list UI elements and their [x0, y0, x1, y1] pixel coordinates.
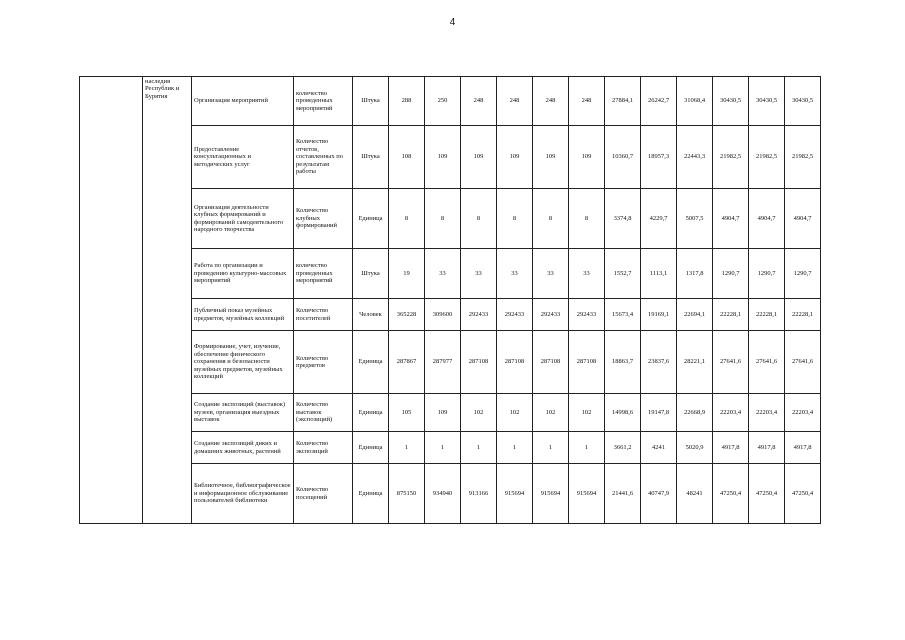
service-name-cell: Организация мероприятий: [192, 77, 294, 126]
volume-value-cell: 292433: [461, 299, 497, 331]
volume-value-cell: 913166: [461, 464, 497, 524]
volume-value-cell: 8: [425, 189, 461, 249]
unit-cell: Единица: [353, 432, 389, 464]
funding-value-cell: 15673,4: [605, 299, 641, 331]
table-row: [80, 331, 821, 394]
indicator-cell: Количество отчетов, составленных по результатам работы: [294, 126, 353, 189]
funding-value-cell: 1317,8: [677, 249, 713, 299]
funding-value-cell: 27884,1: [605, 77, 641, 126]
funding-value-cell: 1552,7: [605, 249, 641, 299]
service-name-cell: Создание экспозиций диких и домашних животных, растений: [192, 432, 294, 464]
funding-value-cell: 4904,7: [713, 189, 749, 249]
funding-value-cell: 5020,9: [677, 432, 713, 464]
page-number: 4: [449, 17, 456, 28]
table-row: [80, 394, 821, 432]
funding-value-cell: 30430,5: [713, 77, 749, 126]
funding-value-cell: 14998,6: [605, 394, 641, 432]
volume-value-cell: 1: [569, 432, 605, 464]
volume-value-cell: 915694: [497, 464, 533, 524]
funding-value-cell: 4917,8: [785, 432, 821, 464]
funding-value-cell: 22228,1: [785, 299, 821, 331]
funding-value-cell: 1113,1: [641, 249, 677, 299]
unit-cell: Единица: [353, 464, 389, 524]
funding-value-cell: 21982,5: [749, 126, 785, 189]
funding-value-cell: 27641,6: [785, 331, 821, 394]
funding-value-cell: 4229,7: [641, 189, 677, 249]
funding-value-cell: 26242,7: [641, 77, 677, 126]
funding-value-cell: 3661,2: [605, 432, 641, 464]
volume-value-cell: 915694: [569, 464, 605, 524]
service-name-cell: Работа по организации и проведению культурно-массовых мероприятий: [192, 249, 294, 299]
funding-value-cell: 5007,5: [677, 189, 713, 249]
volume-value-cell: 292433: [569, 299, 605, 331]
funding-value-cell: 21982,5: [713, 126, 749, 189]
unit-cell: Единица: [353, 189, 389, 249]
funding-value-cell: 22668,9: [677, 394, 713, 432]
volume-value-cell: 8: [533, 189, 569, 249]
table-row: [80, 77, 821, 126]
funding-value-cell: 4904,7: [749, 189, 785, 249]
volume-value-cell: 108: [389, 126, 425, 189]
volume-value-cell: 102: [461, 394, 497, 432]
volume-value-cell: 105: [389, 394, 425, 432]
volume-value-cell: 248: [497, 77, 533, 126]
volume-value-cell: 287108: [461, 331, 497, 394]
funding-value-cell: 18863,7: [605, 331, 641, 394]
volume-value-cell: 1: [497, 432, 533, 464]
volume-value-cell: 8: [461, 189, 497, 249]
funding-value-cell: 30430,5: [785, 77, 821, 126]
unit-cell: Штука: [353, 126, 389, 189]
funding-value-cell: 22228,1: [713, 299, 749, 331]
volume-value-cell: 287108: [533, 331, 569, 394]
volume-value-cell: 365228: [389, 299, 425, 331]
service-name-cell: Публичный показ музейных предметов, музейных коллекций: [192, 299, 294, 331]
volume-value-cell: 248: [461, 77, 497, 126]
funding-value-cell: 47250,4: [713, 464, 749, 524]
volume-value-cell: 102: [533, 394, 569, 432]
funding-value-cell: 4917,8: [749, 432, 785, 464]
funding-value-cell: 40747,9: [641, 464, 677, 524]
funding-value-cell: 4241: [641, 432, 677, 464]
indicator-cell: Количество клубных формирований: [294, 189, 353, 249]
funding-value-cell: 22228,1: [749, 299, 785, 331]
indicator-cell: Количество посетителей: [294, 299, 353, 331]
indicator-cell: Количество посещений: [294, 464, 353, 524]
table-row: [80, 189, 821, 249]
funding-value-cell: 1290,7: [713, 249, 749, 299]
volume-value-cell: 33: [569, 249, 605, 299]
volume-value-cell: 19: [389, 249, 425, 299]
unit-cell: Единица: [353, 394, 389, 432]
volume-value-cell: 248: [569, 77, 605, 126]
service-name-cell: Формирование, учет, изучение, обеспечение физического сохранения и безопасности музейных предметов, музейных коллекций: [192, 331, 294, 394]
volume-value-cell: 287977: [425, 331, 461, 394]
volume-value-cell: 8: [389, 189, 425, 249]
funding-value-cell: 22694,1: [677, 299, 713, 331]
table-row: [80, 299, 821, 331]
volume-value-cell: 109: [425, 394, 461, 432]
unit-cell: Человек: [353, 299, 389, 331]
volume-value-cell: 292433: [497, 299, 533, 331]
volume-value-cell: 33: [425, 249, 461, 299]
funding-value-cell: 27641,6: [713, 331, 749, 394]
volume-value-cell: 250: [425, 77, 461, 126]
funding-value-cell: 31068,4: [677, 77, 713, 126]
volume-value-cell: 287108: [497, 331, 533, 394]
volume-value-cell: 875150: [389, 464, 425, 524]
volume-value-cell: 109: [461, 126, 497, 189]
service-name-cell: Создание экспозиций (выставок) музеев, организация выездных выставок: [192, 394, 294, 432]
table-row: [80, 464, 821, 524]
funding-value-cell: 1290,7: [785, 249, 821, 299]
volume-value-cell: 292433: [533, 299, 569, 331]
volume-value-cell: 8: [497, 189, 533, 249]
volume-value-cell: 102: [497, 394, 533, 432]
service-name-cell: Организация деятельности клубных формирований и формирований самодеятельного народного творчества: [192, 189, 294, 249]
funding-value-cell: 22443,3: [677, 126, 713, 189]
indicator-cell: количество проведенных мероприятий: [294, 77, 353, 126]
institution-cell: наследия Республик и Бурятия: [143, 77, 192, 524]
funding-value-cell: 19147,8: [641, 394, 677, 432]
unit-cell: Единица: [353, 331, 389, 394]
table-row: [80, 249, 821, 299]
volume-value-cell: 287108: [569, 331, 605, 394]
volume-value-cell: 248: [533, 77, 569, 126]
indicator-cell: Количество экспозиций: [294, 432, 353, 464]
volume-value-cell: 33: [533, 249, 569, 299]
funding-value-cell: 1290,7: [749, 249, 785, 299]
funding-value-cell: 28221,1: [677, 331, 713, 394]
services-table: [79, 76, 821, 524]
indicator-cell: Количество предметов: [294, 331, 353, 394]
service-name-cell: Библиотечное, библиографическое и информационное обслуживание пользователей библиотеки: [192, 464, 294, 524]
funding-value-cell: 4917,8: [713, 432, 749, 464]
funding-value-cell: 48241: [677, 464, 713, 524]
indicator-cell: количество проведенных мероприятий: [294, 249, 353, 299]
volume-value-cell: 287867: [389, 331, 425, 394]
volume-value-cell: 109: [533, 126, 569, 189]
funding-value-cell: 47250,4: [749, 464, 785, 524]
funding-value-cell: 22203,4: [713, 394, 749, 432]
funding-value-cell: 3374,8: [605, 189, 641, 249]
volume-value-cell: 109: [425, 126, 461, 189]
funding-value-cell: 23837,6: [641, 331, 677, 394]
volume-value-cell: 33: [461, 249, 497, 299]
unit-cell: Штука: [353, 249, 389, 299]
funding-value-cell: 10360,7: [605, 126, 641, 189]
table-row: [80, 432, 821, 464]
volume-value-cell: 1: [389, 432, 425, 464]
funding-value-cell: 4904,7: [785, 189, 821, 249]
unit-cell: Штука: [353, 77, 389, 126]
funding-value-cell: 22203,4: [749, 394, 785, 432]
funding-value-cell: 19169,1: [641, 299, 677, 331]
funding-value-cell: 21441,6: [605, 464, 641, 524]
table-row: [80, 126, 821, 189]
funding-value-cell: 30430,5: [749, 77, 785, 126]
volume-value-cell: 934940: [425, 464, 461, 524]
volume-value-cell: 1: [461, 432, 497, 464]
funding-value-cell: 22203,4: [785, 394, 821, 432]
service-name-cell: Предоставление консультационных и методических услуг: [192, 126, 294, 189]
category-cell: [80, 77, 143, 524]
volume-value-cell: 1: [533, 432, 569, 464]
volume-value-cell: 309600: [425, 299, 461, 331]
volume-value-cell: 8: [569, 189, 605, 249]
funding-value-cell: 18957,3: [641, 126, 677, 189]
indicator-cell: Количество выставок (экспозиций): [294, 394, 353, 432]
volume-value-cell: 1: [425, 432, 461, 464]
volume-value-cell: 915694: [533, 464, 569, 524]
volume-value-cell: 102: [569, 394, 605, 432]
volume-value-cell: 109: [497, 126, 533, 189]
volume-value-cell: 288: [389, 77, 425, 126]
volume-value-cell: 109: [569, 126, 605, 189]
funding-value-cell: 47250,4: [785, 464, 821, 524]
funding-value-cell: 21982,5: [785, 126, 821, 189]
funding-value-cell: 27641,6: [749, 331, 785, 394]
volume-value-cell: 33: [497, 249, 533, 299]
